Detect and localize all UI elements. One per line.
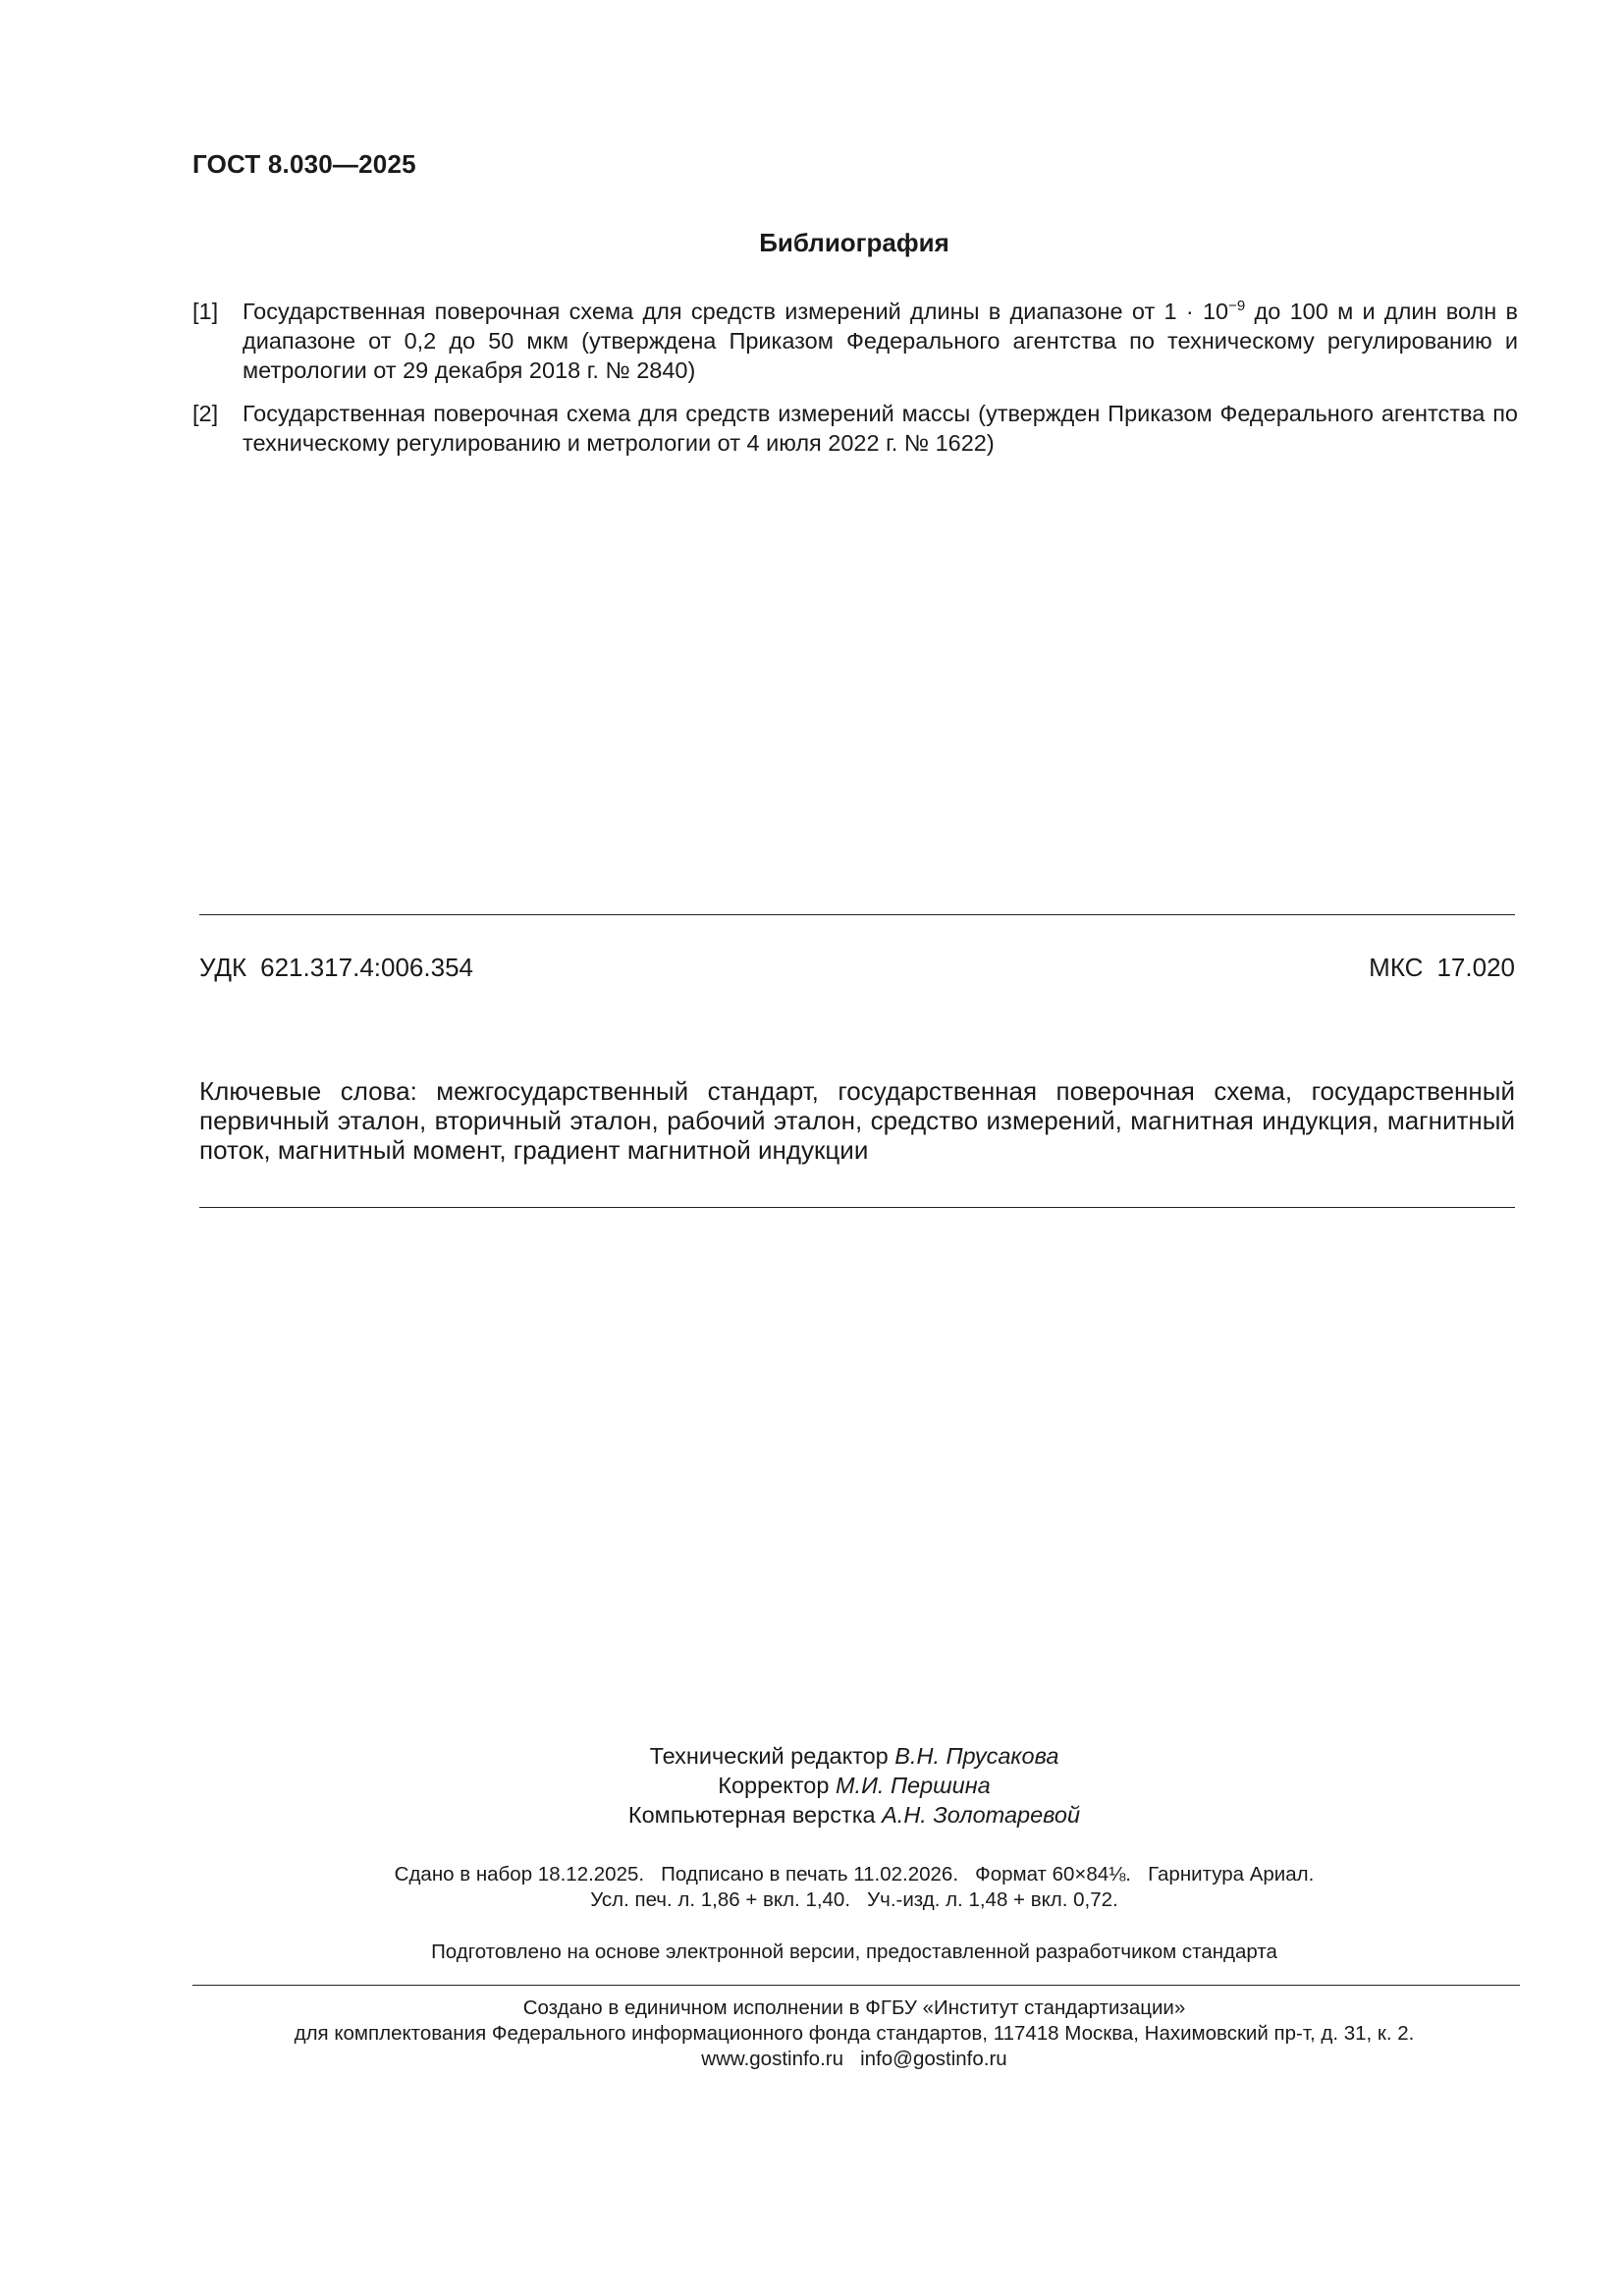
divider-line xyxy=(192,1985,1520,1986)
bibliography-reference xyxy=(192,297,1518,385)
prepared-note: Подготовлено на основе электронной версии, предоставленной разработчиком стандарта xyxy=(431,1941,1277,1963)
print-details xyxy=(0,1862,1623,1913)
publisher-line: Создано в единичном исполнении в ФГБУ «Институт стандартизации» xyxy=(522,1996,1186,2019)
publisher-line: для комплектования Федерального информационного фонда стандартов, 117418 Москва, Нахимовский пр-т, д. 31, к. 2. xyxy=(294,2022,1415,2045)
email-link[interactable]: info@gostinfo.ru xyxy=(860,2048,1007,2070)
reference-number: [1] xyxy=(192,299,219,324)
print-details-line: Сдано в набор 18.12.2025. Подписано в печать 11.02.2026. Формат 60×84⅛. Гарнитура Ариал. xyxy=(394,1863,1315,1886)
keywords-paragraph: Ключевые слова: межгосударственный стандарт, государственная поверочная схема, государственный первичный эталон, вторичный эталон, рабочий эталон, средство измерений, магнитная индукция, магнитный поток, магнитный момент, градиент магнитной индукции xyxy=(199,1076,1515,1165)
reference-text: Государственная поверочная схема для средств измерений массы (утвержден Приказом Федерального агентства по техническому регулированию и метрологии от 4 июля 2022 г. № 1622) xyxy=(243,401,1518,456)
udc-value: 621.317.4:006.354 xyxy=(260,953,473,982)
website-link[interactable]: www.gostinfo.ru xyxy=(701,2048,843,2070)
udc-label: УДК xyxy=(199,953,247,982)
publisher-info xyxy=(0,1995,1623,2072)
credit-line: Компьютерная верстка А.Н. Золотаревой xyxy=(627,1802,1081,1828)
ics-label: МКС xyxy=(1369,953,1424,982)
bibliography-heading: Библиография xyxy=(759,228,949,257)
publisher-contacts xyxy=(0,2047,1623,2072)
document-code: ГОСТ 8.030—2025 xyxy=(192,149,416,179)
editorial-credits xyxy=(0,1741,1623,1830)
udc-classification xyxy=(199,953,473,983)
credit-line: Технический редактор В.Н. Прусакова xyxy=(649,1743,1059,1769)
bibliography-reference xyxy=(192,399,1518,458)
print-details-line: Усл. печ. л. 1,86 + вкл. 1,40. Уч.-изд. л. 1,48 + вкл. 0,72. xyxy=(590,1888,1118,1911)
reference-number: [2] xyxy=(192,401,219,426)
reference-text: Государственная поверочная схема для средств измерений длины в диапазоне от $1 \cdot 10^{-9}$ до 100 м и длин волн в диапазоне от 0,2 до 50 мкм (утверждена Приказом Федерального агентства по техническому регулированию и метрологии от 29 декабря 2018 г. № 2840) xyxy=(243,298,1518,383)
exponent: −9 xyxy=(1228,298,1246,314)
credit-line: Корректор М.И. Першина xyxy=(718,1773,991,1798)
divider-line xyxy=(199,914,1515,915)
ics-classification xyxy=(1178,953,1515,983)
ics-value: 17.020 xyxy=(1436,953,1515,982)
divider-line xyxy=(199,1207,1515,1208)
